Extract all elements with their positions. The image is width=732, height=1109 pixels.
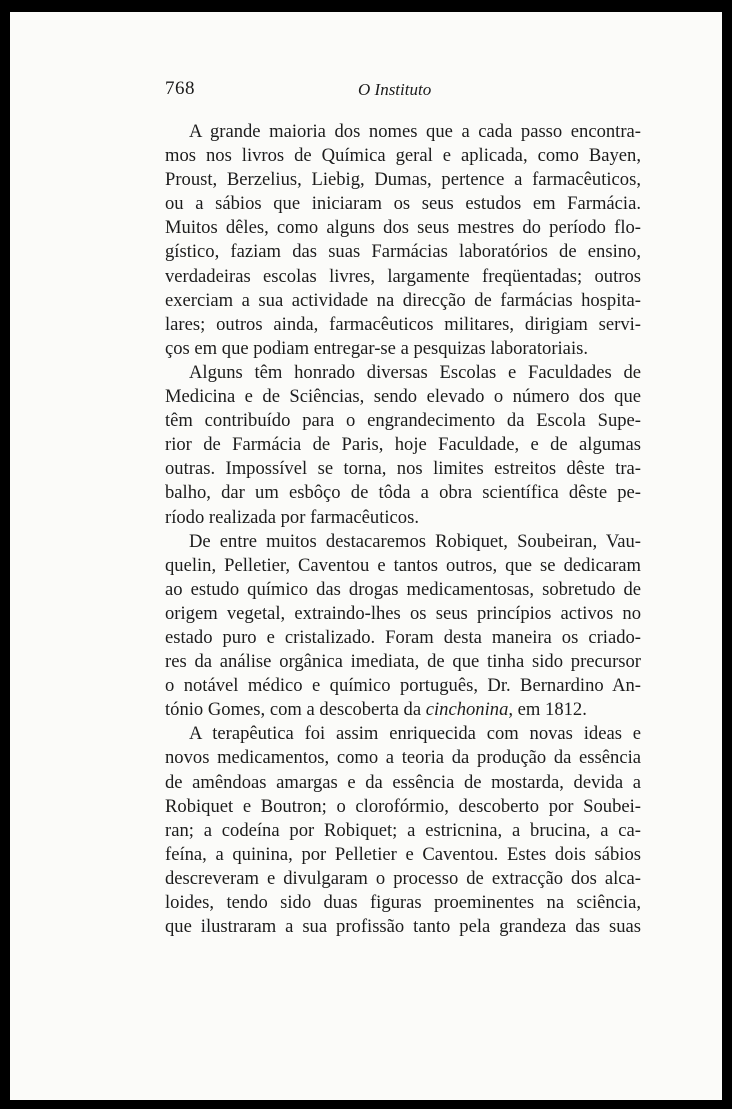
text-line: lares; outros ainda, farmacêuticos militares, dirigiam servi- bbox=[165, 313, 641, 335]
text-line: De entre muitos destacaremos Robiquet, Soubeiran, Vau- bbox=[189, 530, 641, 552]
text-line: Muitos dêles, como alguns dos seus mestres do período flo- bbox=[165, 217, 641, 239]
text-line: ran; a codeína por Robiquet; a estricnina, a brucina, a ca- bbox=[165, 819, 641, 841]
text-line: novos medicamentos, como a teoria da produção da essência bbox=[165, 747, 641, 769]
text-line: rior de Farmácia de Paris, hoje Faculdade, e de algumas bbox=[165, 434, 641, 456]
text-line: balho, dar um esbôço de tôda a obra scientífica dêste pe- bbox=[165, 482, 641, 504]
text-line: estado puro e cristalizado. Foram desta maneira os criado- bbox=[165, 626, 641, 648]
text-line: Proust, Berzelius, Liebig, Dumas, pertence a farmacêuticos, bbox=[165, 169, 641, 191]
text-span: em 1812. bbox=[513, 699, 587, 721]
text-line: verdadeiras escolas livres, largamente freqüentadas; outros bbox=[165, 265, 641, 287]
book-page bbox=[10, 12, 722, 1100]
paragraph bbox=[165, 722, 641, 939]
running-title: O Instituto bbox=[358, 80, 432, 99]
text-line: que ilustraram a sua profissão tanto pela grandeza das suas bbox=[165, 916, 641, 938]
paragraph bbox=[165, 530, 641, 723]
italic-term: cinchonina, bbox=[425, 699, 514, 721]
text-line: res da análise orgânica imediata, de que tinha sido precursor bbox=[165, 651, 641, 673]
text-line: mos nos livros de Química geral e aplicada, como Bayen, bbox=[165, 145, 641, 167]
paragraph bbox=[165, 120, 641, 361]
text-line: Alguns têm honrado diversas Escolas e Faculdades de bbox=[189, 361, 641, 383]
text-line bbox=[165, 698, 641, 722]
body-text bbox=[165, 120, 641, 939]
text-line: feína, a quinina, por Pelletier e Caventou. Estes dois sábios bbox=[165, 843, 641, 865]
text-line: origem vegetal, extraindo-lhes os seus princípios activos no bbox=[165, 602, 641, 624]
text-line: ços em que podiam entregar-se a pesquizas laboratoriais. bbox=[165, 337, 588, 359]
text-line: ou a sábios que iniciaram os seus estudos em Farmácia. bbox=[165, 193, 641, 215]
text-line: A terapêutica foi assim enriquecida com novas ideas e bbox=[189, 723, 641, 745]
text-line: A grande maioria dos nomes que a cada passo encontra- bbox=[189, 121, 641, 142]
text-line: quelin, Pelletier, Caventou e tantos outros, que se dedicaram bbox=[165, 554, 641, 576]
text-line: loides, tendo sido duas figuras proeminentes na sciência, bbox=[165, 892, 641, 913]
text-line: ao estudo químico das drogas medicamentosas, sobretudo de bbox=[165, 578, 641, 600]
text-line: ríodo realizada por farmacêuticos. bbox=[165, 506, 419, 528]
text-line: Robiquet e Boutron; o clorofórmio, descoberto por Soubei- bbox=[165, 795, 641, 817]
page-number: 768 bbox=[165, 78, 195, 99]
text-line: de amêndoas amargas e da essência de mostarda, devida a bbox=[165, 771, 641, 793]
paragraph bbox=[165, 361, 641, 530]
page-header bbox=[165, 78, 480, 108]
text-span: tónio Gomes, com a descoberta da bbox=[165, 699, 426, 721]
text-line: gístico, faziam das suas Farmácias laboratórios de ensino, bbox=[165, 241, 641, 263]
text-line: exerciam a sua actividade na direcção de farmácias hospita- bbox=[165, 289, 641, 311]
text-line: o notável médico e químico português, Dr. Bernardino An- bbox=[165, 675, 641, 697]
text-line: descreveram e divulgaram o processo de extracção dos alca- bbox=[165, 867, 641, 889]
text-line: têm contribuído para o engrandecimento da Escola Supe- bbox=[165, 410, 641, 432]
text-line: Medicina e de Sciências, sendo elevado o número dos que bbox=[165, 386, 641, 408]
text-line: outras. Impossível se torna, nos limites estreitos dêste tra- bbox=[165, 458, 641, 480]
